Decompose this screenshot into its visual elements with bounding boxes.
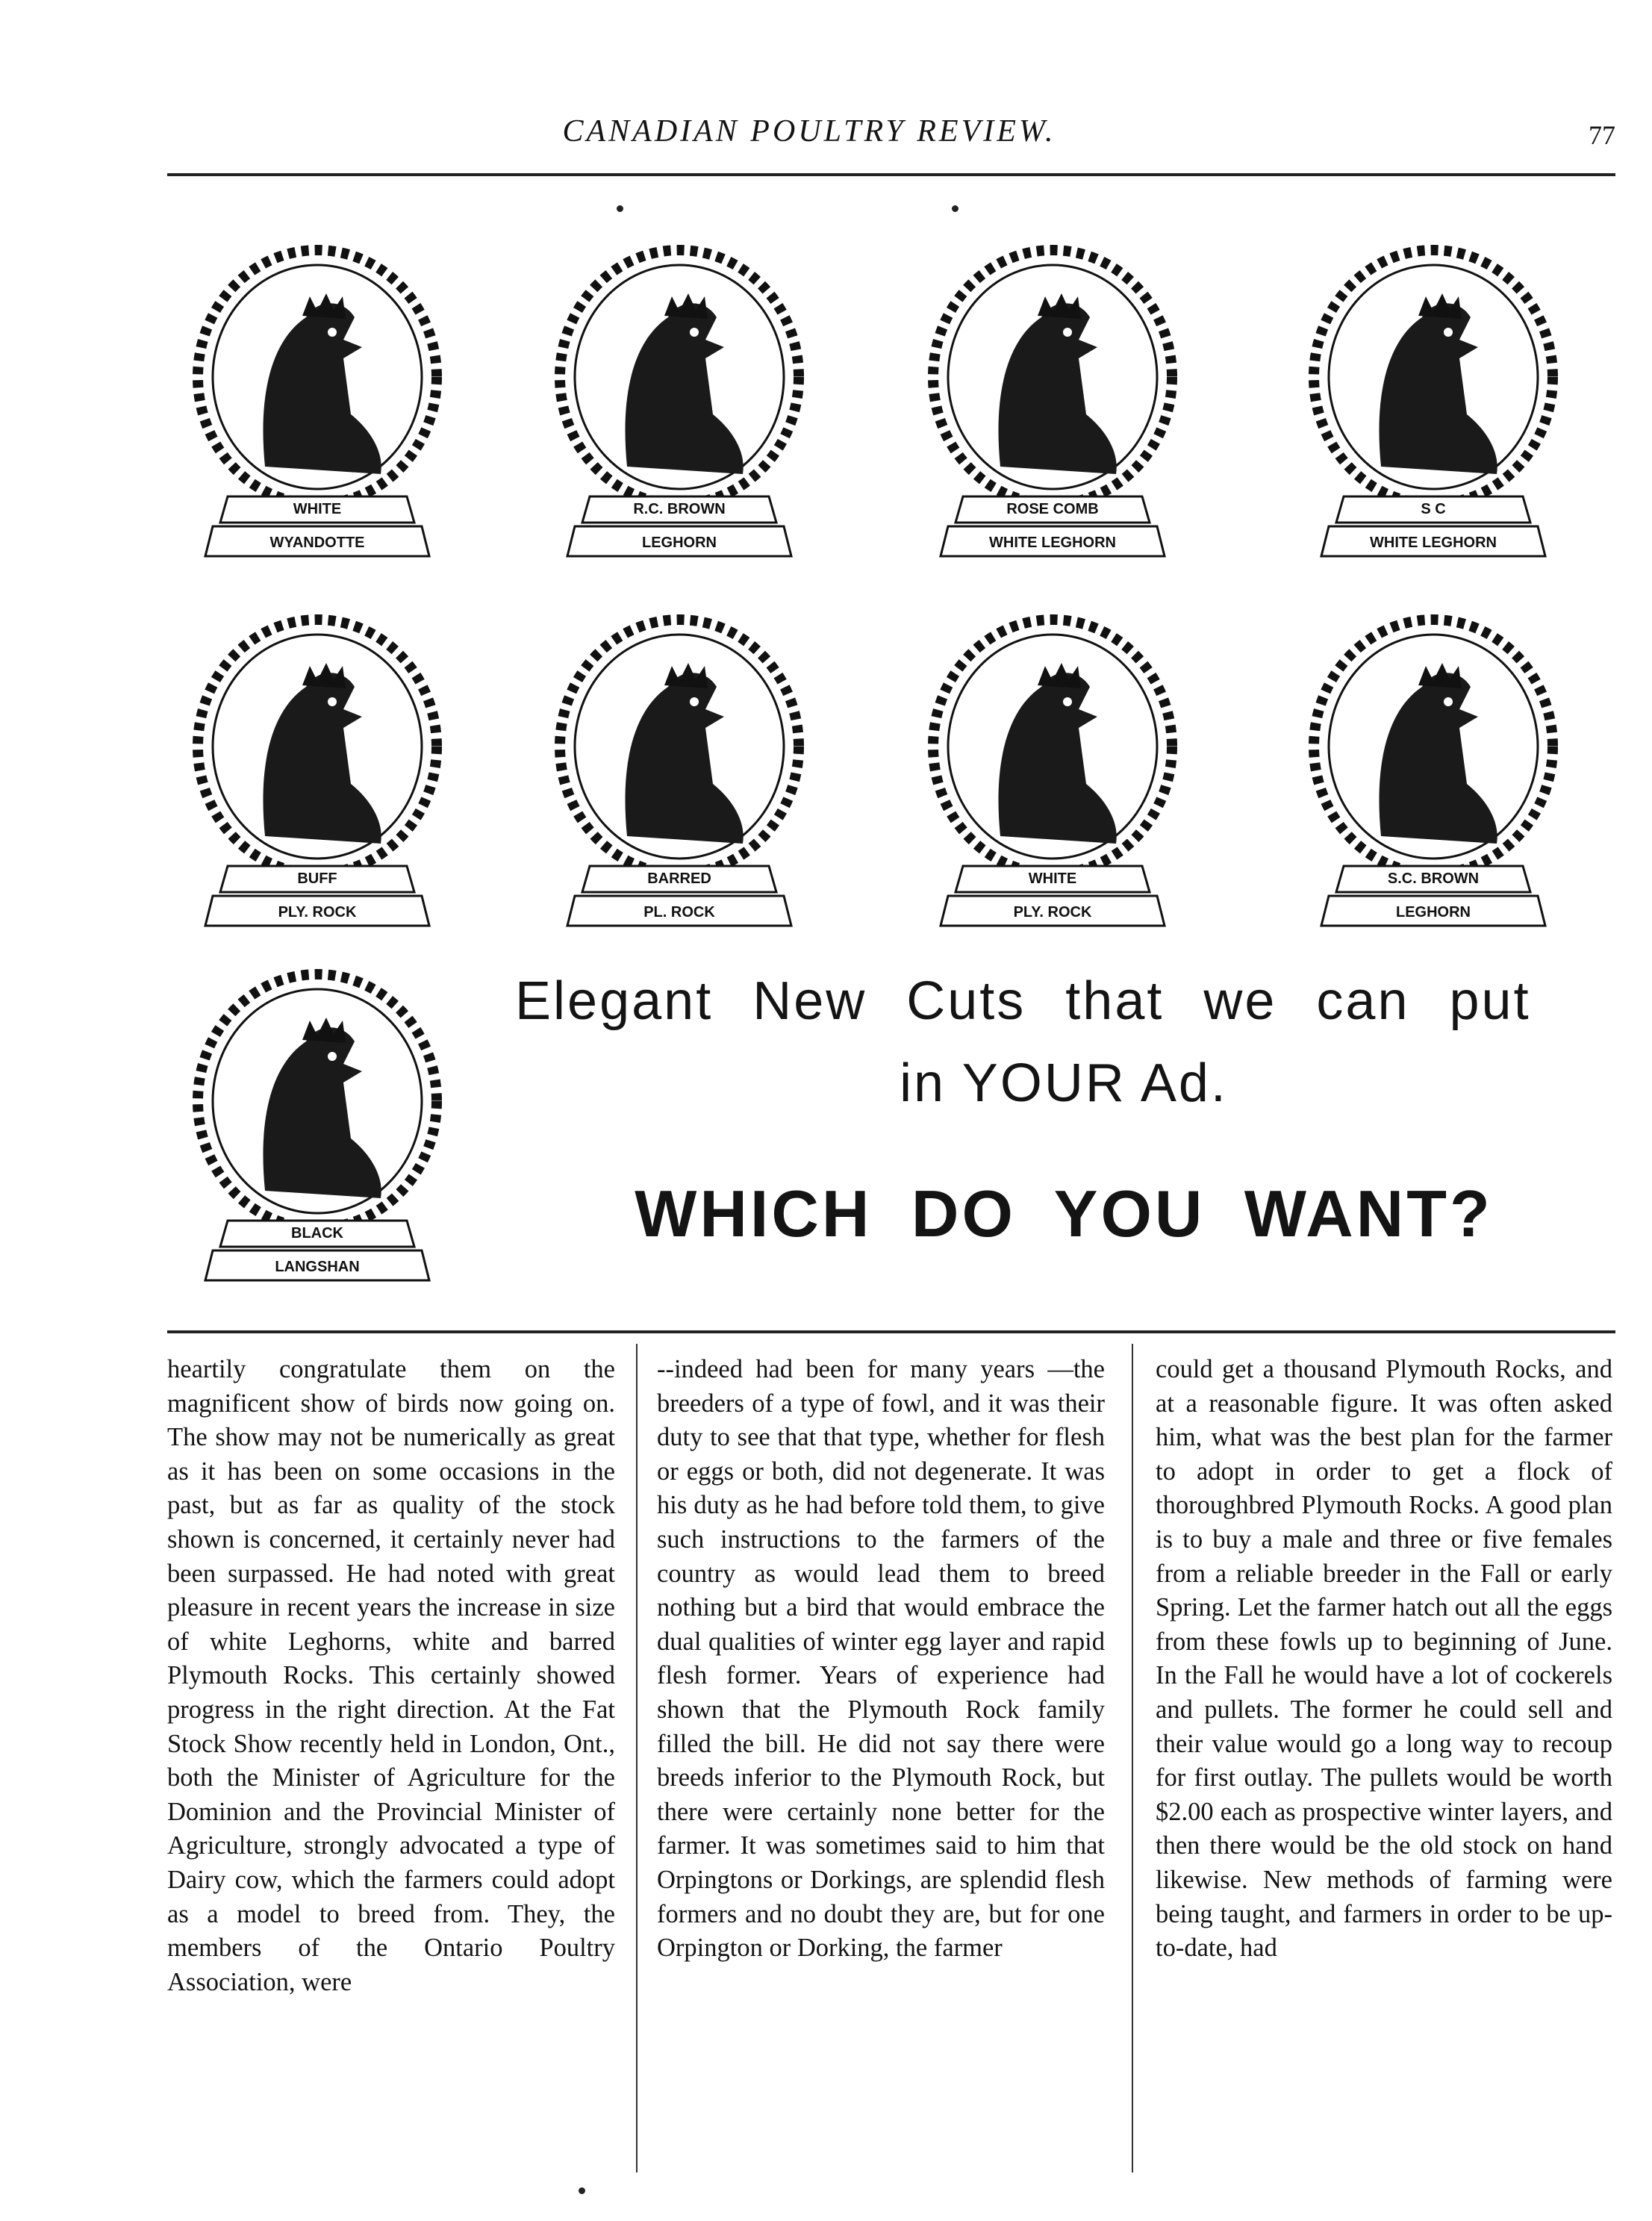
cut-label-2: PLY. ROCK <box>278 904 357 921</box>
cut-label-1: ROSE COMB <box>1006 501 1099 517</box>
page-number: 77 <box>1589 120 1615 150</box>
rooster-vignette-icon <box>1299 228 1568 579</box>
rooster-vignette-icon <box>183 952 452 1303</box>
article-column-2: --indeed had been for many years —the breeders of a type of fowl, and it was their duty to see that that type, whether for flesh or eggs or both, did not degenerate. It was his duty as he had before told them, to give such instructions to the farmers of the country as would lead them to breed nothing but a bird that would embrace the dual qualities of winter egg layer and rapid flesh former. Years of experience had shown that the Plymouth Rock family filled the bill. He did not say there were breeds inferior to the Plymouth Rock, but there were certainly none better for the farmer. It was sometimes said to him that Orpingtons or Dorkings, are splendid flesh formers and no doubt they are, but for one Orpington or Dorking, the farmer <box>657 1355 1105 1963</box>
ad-line-1: Elegant New Cuts that we can put <box>515 971 1531 1031</box>
cut-label-1: BARRED <box>647 870 711 887</box>
cut-sc-brown-leghorn <box>1299 597 1568 948</box>
rooster-vignette-icon <box>545 228 814 579</box>
cut-label-1: BLACK <box>291 1225 343 1242</box>
print-speck <box>617 205 623 212</box>
ad-line-2: in YOUR Ad. <box>900 1053 1228 1113</box>
section-rule <box>167 1330 1615 1333</box>
rooster-vignette-icon <box>183 228 452 579</box>
cut-label-2: PLY. ROCK <box>1013 904 1092 921</box>
cut-label-1: BUFF <box>297 870 337 887</box>
cut-label-2: LEGHORN <box>642 535 717 551</box>
print-speck <box>952 205 959 212</box>
header-rule <box>167 173 1615 176</box>
article-column-1: heartily congratulate them on the magnificent show of birds now going on. The show may not be numerically as great as it has been on some occasions in the past, but as far as quality of the stock shown is concerned, it certainly never had been surpassed. He had noted with great pleasure in recent years the increase in size of white Leghorns, white and barred Plymouth Rocks. This certainly showed progress in the right direction. At the Fat Stock Show recently held in London, Ont., both the Minister of Agriculture for the Dominion and the Provincial Minister of Agriculture, strongly advocated a type of Dairy cow, which the farmers could adopt as a model to breed from. They, the members of the Ontario Poultry Association, were <box>167 1355 615 1996</box>
print-speck <box>579 2187 585 2194</box>
column-divider <box>1132 1344 1133 2172</box>
cut-label-2: WYANDOTTE <box>269 535 365 551</box>
ad-headline: WHICH DO YOU WANT? <box>635 1177 1493 1250</box>
cut-label-1: S.C. BROWN <box>1387 870 1480 887</box>
cut-label-1: R.C. BROWN <box>633 501 726 517</box>
cut-label-2: PL. ROCK <box>643 904 715 921</box>
rooster-vignette-icon <box>545 597 814 948</box>
cut-white-wyandotte <box>183 228 452 579</box>
rooster-vignette-icon <box>1299 597 1568 948</box>
cut-label-1: WHITE <box>1028 870 1077 887</box>
cut-sc-white-leghorn <box>1299 228 1568 579</box>
cut-label-2: LANGSHAN <box>275 1259 360 1275</box>
cut-label-1: WHITE <box>293 501 342 517</box>
cut-label-1: S C <box>1421 501 1446 517</box>
rooster-vignette-icon <box>918 228 1187 579</box>
running-title: CANADIAN POULTRY REVIEW. <box>562 114 1056 149</box>
cut-rc-brown-leghorn <box>545 228 814 579</box>
article-column-3: could get a thousand Plymouth Rocks, and at a reasonable figure. It was often asked him, what was the best plan for the farmer to adopt in order to get a flock of thoroughbred Plymouth Rocks. A good plan is to buy a male and three or five females from a reliable breeder in the Fall or early Spring. Let the farmer hatch out all the eggs from these fowls up to beginning of June. In the Fall he would have a lot of cockerels and pullets. The former he could sell and their value would go a long way to recoup for first outlay. The pullets would be worth $2.00 each as prospective winter layers, and then there would be the old stock on hand likewise. New methods of farming were being taught, and farmers in order to be up-to-date, had <box>1156 1355 1612 1963</box>
cut-label-2: LEGHORN <box>1396 904 1471 921</box>
cut-buff-ply-rock <box>183 597 452 948</box>
column-divider <box>636 1344 638 2172</box>
cut-label-2: WHITE LEGHORN <box>989 535 1116 551</box>
cut-rose-comb-white-leghorn <box>918 228 1187 579</box>
rooster-vignette-icon <box>918 597 1187 948</box>
cut-barred-pl-rock <box>545 597 814 948</box>
cut-label-2: WHITE LEGHORN <box>1370 535 1497 551</box>
cut-black-langshan <box>183 952 452 1303</box>
page-header <box>167 113 1615 166</box>
rooster-vignette-icon <box>183 597 452 948</box>
cut-white-ply-rock <box>918 597 1187 948</box>
